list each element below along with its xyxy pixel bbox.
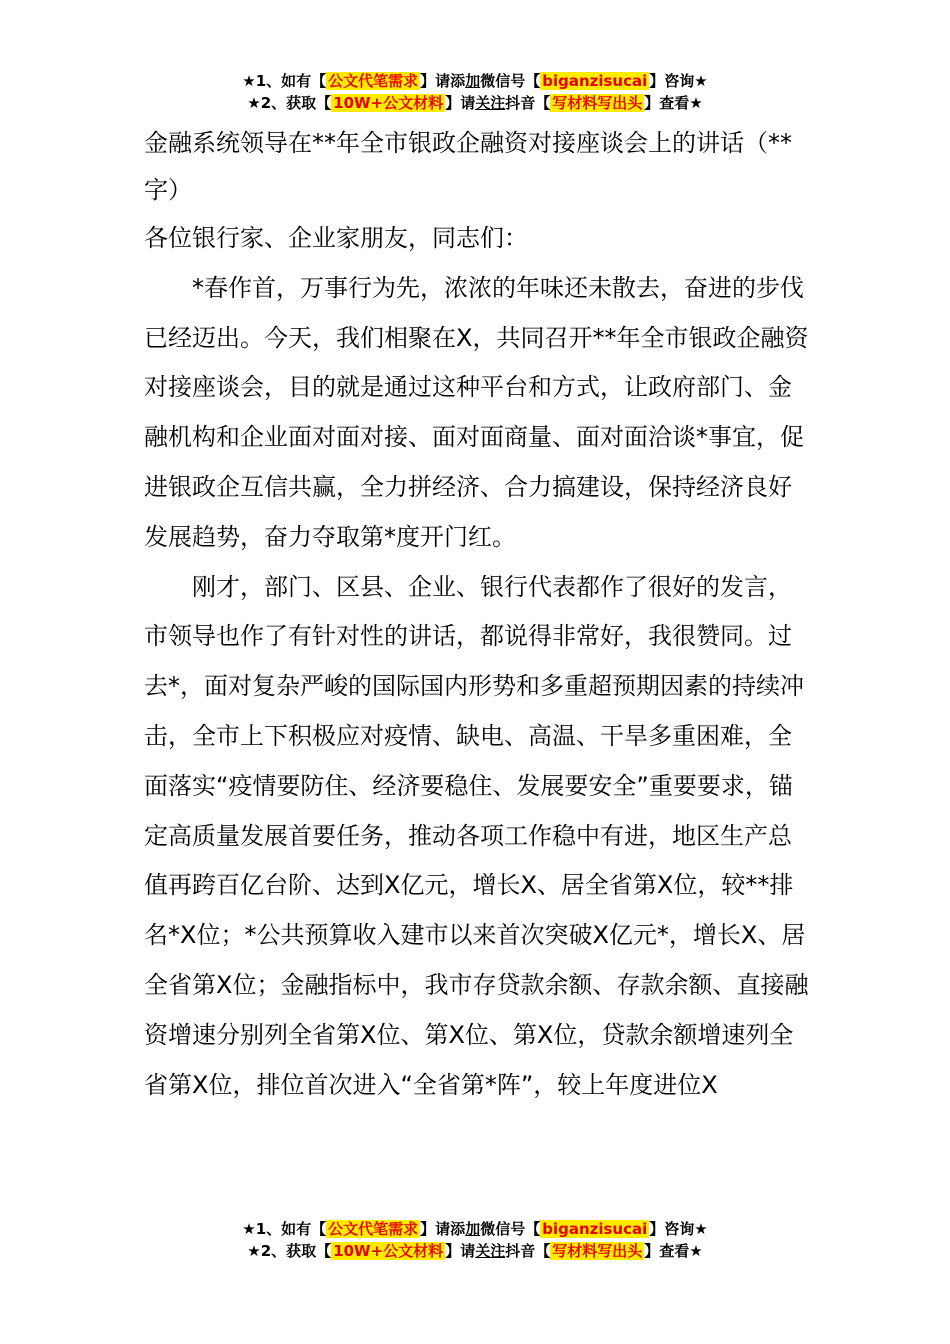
- banner-text: ★2、获取【: [247, 1242, 332, 1260]
- banner-text: ★1、如有【: [242, 72, 327, 90]
- banner-text: ★2、获取【: [247, 94, 332, 112]
- document-title: 金融系统领导在**年全市银政企融资对接座谈会上的讲话（**字）: [144, 129, 792, 204]
- banner-text: 抖音【: [505, 1242, 551, 1260]
- banner-douyin-account: 写材料写出头: [552, 94, 643, 112]
- banner-text: 】查看★: [644, 94, 703, 112]
- banner-text: 】咨询★: [649, 72, 708, 90]
- banner-highlight: 10W+公文材料: [333, 1242, 444, 1260]
- banner-text: 】查看★: [644, 1242, 703, 1260]
- banner-text: 微信号【: [480, 72, 541, 90]
- banner-text: 加: [465, 1220, 481, 1238]
- banner-text: 】请添: [420, 1220, 466, 1238]
- header-banner: [0, 70, 950, 114]
- banner-highlight: 公文代笔需求: [328, 1220, 419, 1238]
- banner-line-2: [0, 1240, 950, 1262]
- banner-text: 】请添: [420, 72, 466, 90]
- banner-text: 抖音【: [505, 94, 551, 112]
- banner-text: 】请: [445, 1242, 476, 1260]
- paragraph-2: 刚才，部门、区县、企业、银行代表都作了很好的发言，市领导也作了有针对性的讲话，都说得非常好，我很赞同。过去*，面对复杂严峻的国际国内形势和多重超预期因素的持续冲击，全市上下积极应对疫情、缺电、高温、干旱多重困难，全面落实“疫情要防住、经济要稳住、发展要安全”重要要求，锚定高质量发展首要任务，推动各项工作稳中有进，地区生产总值再跨百亿台阶、达到X亿元，增长X、居全省第X位，较**排名*X位；*公共预算收入建市以来首次突破X亿元*，增长X、居全省第X位；金融指标中，我市存贷款余额、存款余额、直接融资增速分别列全省第X位、第X位、第X位，贷款余额增速列全省第X位，排位首次进入“全省第*阵”，较上年度进位X: [144, 572, 809, 1099]
- banner-highlight: 公文代笔需求: [328, 72, 419, 90]
- banner-text: 关注: [475, 94, 506, 112]
- banner-text: 微信号【: [480, 1220, 541, 1238]
- banner-wechat-id: biganzisucai: [542, 1220, 648, 1238]
- banner-douyin-account: 写材料写出头: [552, 1242, 643, 1260]
- salutation: 各位银行家、企业家朋友，同志们：: [144, 224, 528, 252]
- banner-text: 】咨询★: [649, 1220, 708, 1238]
- banner-text: 加: [465, 72, 481, 90]
- banner-text: ★1、如有【: [242, 1220, 327, 1238]
- banner-text: 关注: [475, 1242, 506, 1260]
- banner-line-1: [0, 1218, 950, 1240]
- banner-line-1: [0, 70, 950, 92]
- banner-text: 】请: [445, 94, 476, 112]
- banner-line-2: [0, 92, 950, 114]
- paragraph-1: *春作首，万事行为先，浓浓的年味还未散去，奋进的步伐已经迈出。今天，我们相聚在X，共同召开**年全市银政企融资对接座谈会，目的就是通过这种平台和方式，让政府部门、金融机构和企业面对面对接、面对面商量、面对面洽谈*事宜，促进银政企互信共赢，全力拼经济、合力搞建设，保持经济良好发展趋势，奋力夺取第*度开门红。: [144, 273, 809, 551]
- document-body: [144, 120, 810, 1110]
- banner-highlight: 10W+公文材料: [333, 94, 444, 112]
- banner-wechat-id: biganzisucai: [542, 72, 648, 90]
- footer-banner: [0, 1218, 950, 1262]
